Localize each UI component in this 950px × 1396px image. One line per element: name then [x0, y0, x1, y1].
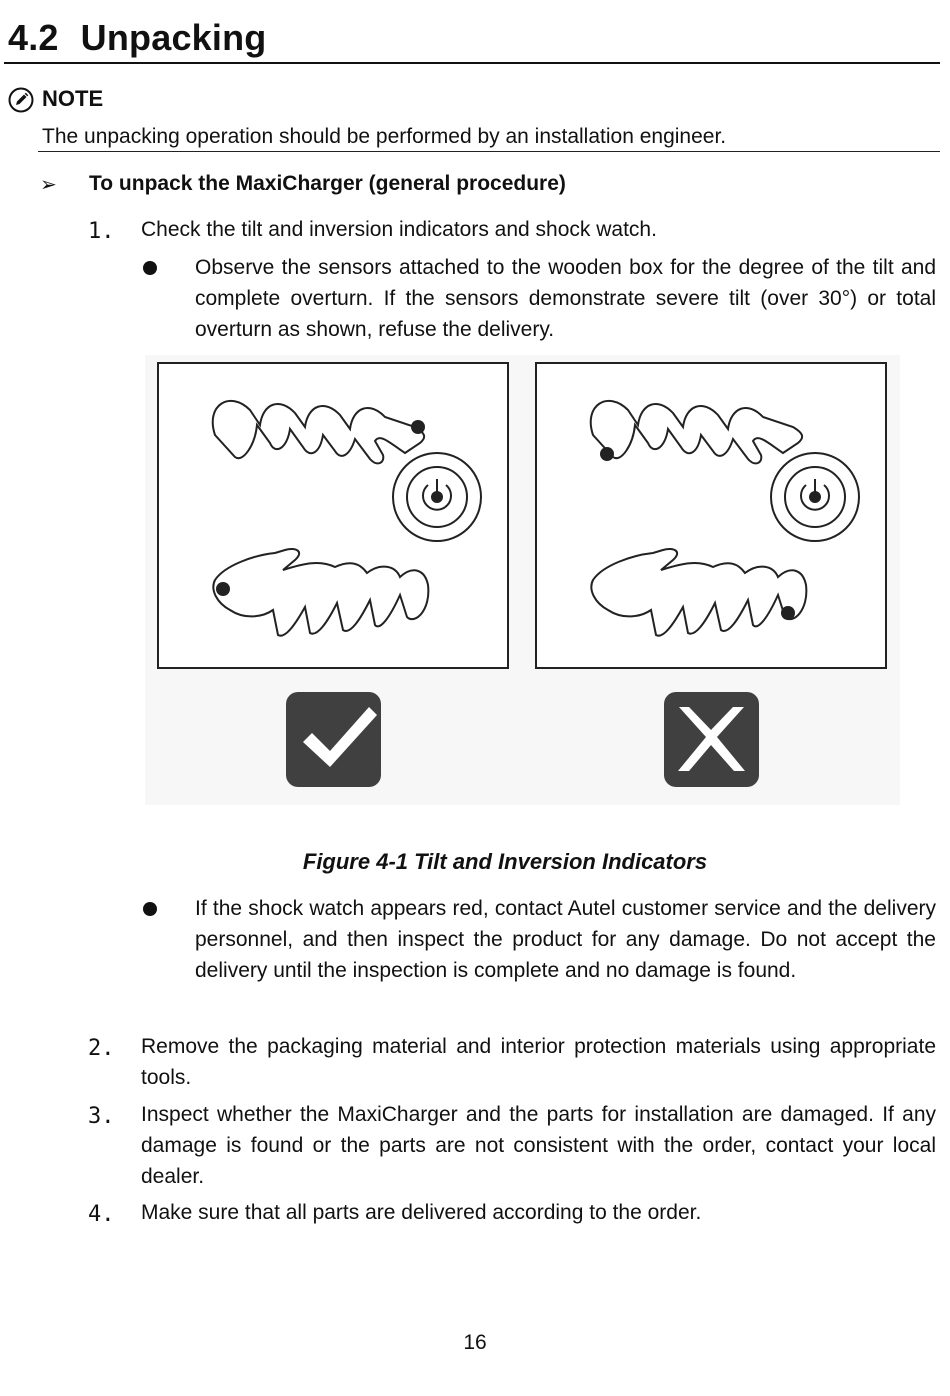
bullet-text: Observe the sensors attached to the wooden box for the degree of the tilt and complete overturn. If the sensors demonstrate severe tilt (over 30°) or total overturn as shown, refuse the delivery.: [195, 256, 936, 341]
note-label: NOTE: [42, 86, 104, 111]
bullet-text: If the shock watch appears red, contact Autel customer service and the delivery personnel, and then inspect the product for any damage. Do not accept the delivery until the inspection is complete and no damage is found.: [195, 897, 936, 982]
step-number: 3.: [88, 1104, 115, 1129]
cross-icon: [664, 692, 759, 787]
bullet-dot: [143, 902, 157, 916]
note-rule: [38, 151, 940, 152]
step-text: Remove the packaging material and interior protection materials using appropriate tools.: [141, 1035, 936, 1089]
pencil-circle-icon: [8, 87, 34, 113]
step-text: Make sure that all parts are delivered according to the order.: [141, 1201, 702, 1224]
heading-rule: [4, 62, 940, 64]
step-text: Inspect whether the MaxiCharger and the parts for installation are damaged. If any damage is found or the parts are not consistent with the order, contact your local dealer.: [141, 1103, 936, 1188]
tilt-indicator-ok-panel: [158, 363, 508, 668]
note-text: The unpacking operation should be performed by an installation engineer.: [42, 125, 727, 148]
step-number: 4.: [88, 1202, 115, 1227]
tilt-indicator-fail-panel: [536, 363, 886, 668]
step-number: 1.: [88, 219, 115, 244]
page-number: 16: [463, 1331, 487, 1354]
section-heading: [8, 16, 266, 60]
section-title: Unpacking: [80, 17, 267, 58]
procedure-arrow-icon: ➢: [40, 174, 57, 196]
section-number: 4.2: [8, 17, 59, 58]
figure-caption: Figure 4-1 Tilt and Inversion Indicators: [302, 849, 708, 874]
step-text: Check the tilt and inversion indicators and shock watch.: [141, 218, 657, 241]
checkmark-icon: [286, 692, 381, 787]
procedure-title: To unpack the MaxiCharger (general procedure): [89, 172, 566, 195]
tilt-inversion-figure: [145, 355, 900, 805]
step-number: 2.: [88, 1036, 115, 1061]
bullet-dot: [143, 261, 157, 275]
